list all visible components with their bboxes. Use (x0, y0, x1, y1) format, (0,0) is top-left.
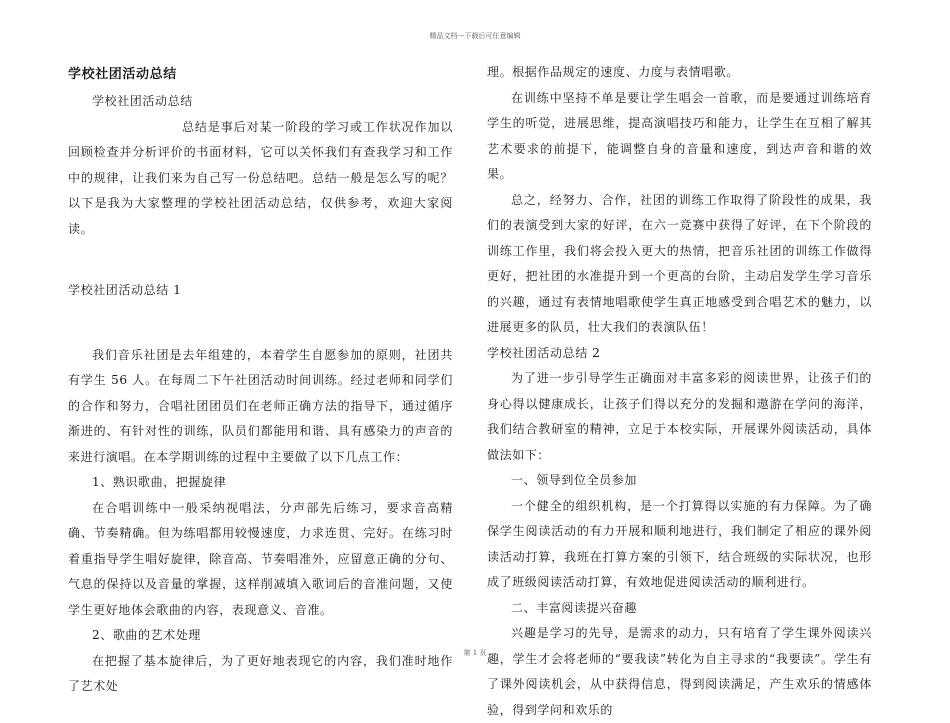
list-item-text: 在合唱训练中一般采纳视唱法，分声部先后练习，要求音高精确、节奏精确。但为练唱都用较慢速度，力求连贯、完好。在练习时着重指导学生唱好旋律，除音高、节奏唱准外，应留意正确的分句、气息的保持以及音量的掌握，这样削减填入歌词后的音准问题，又使学生更好地体会歌曲的内容，表现意义、音准。 (68, 500, 453, 617)
document-subtitle: 学校社团活动总结 (92, 94, 193, 108)
continued-paragraph: 理。根据作品规定的速度、力度与表情唱歌。 (487, 65, 740, 79)
spacer (68, 329, 453, 343)
list-item-heading: 2、歌曲的艺术处理 (92, 628, 202, 642)
paragraph: 一个健全的组织机构，是一个打算得以实施的有力保障。为了确保学生阅读活动的有力开展和顺利地进行，我们制定了相应的课外阅读活动打算，我班在打算方案的引领下，结合班级的实际状况，也形成了班级阅读活动打算，有效地促进阅读活动的顺利进行。 (487, 498, 872, 589)
list-item-heading: 二、丰富阅读提兴奋趣 (511, 600, 638, 615)
section-heading-1: 学校社团活动总结 1 (68, 283, 182, 297)
page-number: 第 1 页 (463, 649, 487, 657)
right-column (487, 60, 872, 723)
intro-paragraph: 总结是事后对某一阶段的学习或工作状况作加以回顾检查并分析评价的书面材料，它可以关怀我们有查我学习和工作中的规律，让我们来为自己写一份总结吧。总结一般是怎么写的呢？以下是我为大家整理的学校社团活动总结，仅供参考，欢迎大家阅读。 (68, 119, 453, 236)
document-title: 学校社团活动总结 (68, 67, 177, 82)
list-item-heading: 1、熟识歌曲，把握旋律 (92, 475, 227, 489)
section-heading-2: 学校社团活动总结 2 (487, 345, 601, 360)
list-item-text: 在把握了基本旋律后，为了更好地表现它的内容，我们准时地作了艺术处 (68, 653, 453, 693)
section1-paragraph: 我们音乐社团是去年组建的，本着学生自愿参加的原则，社团共有学生 56 人。在每周二下午社团活动时间训练。经过老师和同学们的合作和努力，合唱社团团员们在老师正确方法的指导下，通过循序渐进的、有针对性的训练，队员们都能用和谐、具有感染力的声音的来进行演唱。在本学期训练的过程中主要做了以下几点工作： (68, 347, 453, 464)
paragraph: 为了进一步引导学生正确面对丰富多彩的阅读世界，让孩子们的身心得以健康成长，让孩子们得以充分的发掘和遨游在学问的海洋，我们结合教研室的精神，立足于本校实际，开展课外阅读活动，具体做法如下： (487, 371, 872, 462)
spacer (68, 304, 453, 329)
list-item-heading: 一、领导到位全员参加 (511, 473, 638, 487)
paragraph: 在训练中坚持不单是要让学生唱会一首歌，而是要通过训练培育学生的听觉，进展思维，提高演唱技巧和能力，让学生在互相了解其艺术要求的前提下，能调整自身的音量和速度，到达声音和谐的效果。 (487, 90, 872, 181)
paragraph: 总之，经努力、合作，社团的训练工作取得了阶段性的成果，我们的表演受到大家的好评，在六一竞赛中获得了好评，在下个阶段的训练工作里，我们将会投入更大的热情，把音乐社团的训练工作做得更好，把社团的水准提升到一个更高的台阶，主动启发学生学习音乐的兴趣，通过有表情地唱歌使学生真正地感受到合唱艺术的魅力，以进展更多的队员，壮大我们的表演队伍！ (487, 192, 872, 334)
left-column (68, 60, 453, 700)
paragraph: 兴趣是学习的先导，是需求的动力，只有培育了学生课外阅读兴趣，学生才会将老师的“要我读”转化为自主寻求的“我要读”。学生有了课外阅读机会，从中获得信息，得到阅读满足，产生欢乐的情感体验，得到学问和欢乐的 (487, 626, 872, 717)
header-note: 精品文档---下载后可任意编辑 (429, 32, 521, 40)
spacer (68, 242, 453, 278)
